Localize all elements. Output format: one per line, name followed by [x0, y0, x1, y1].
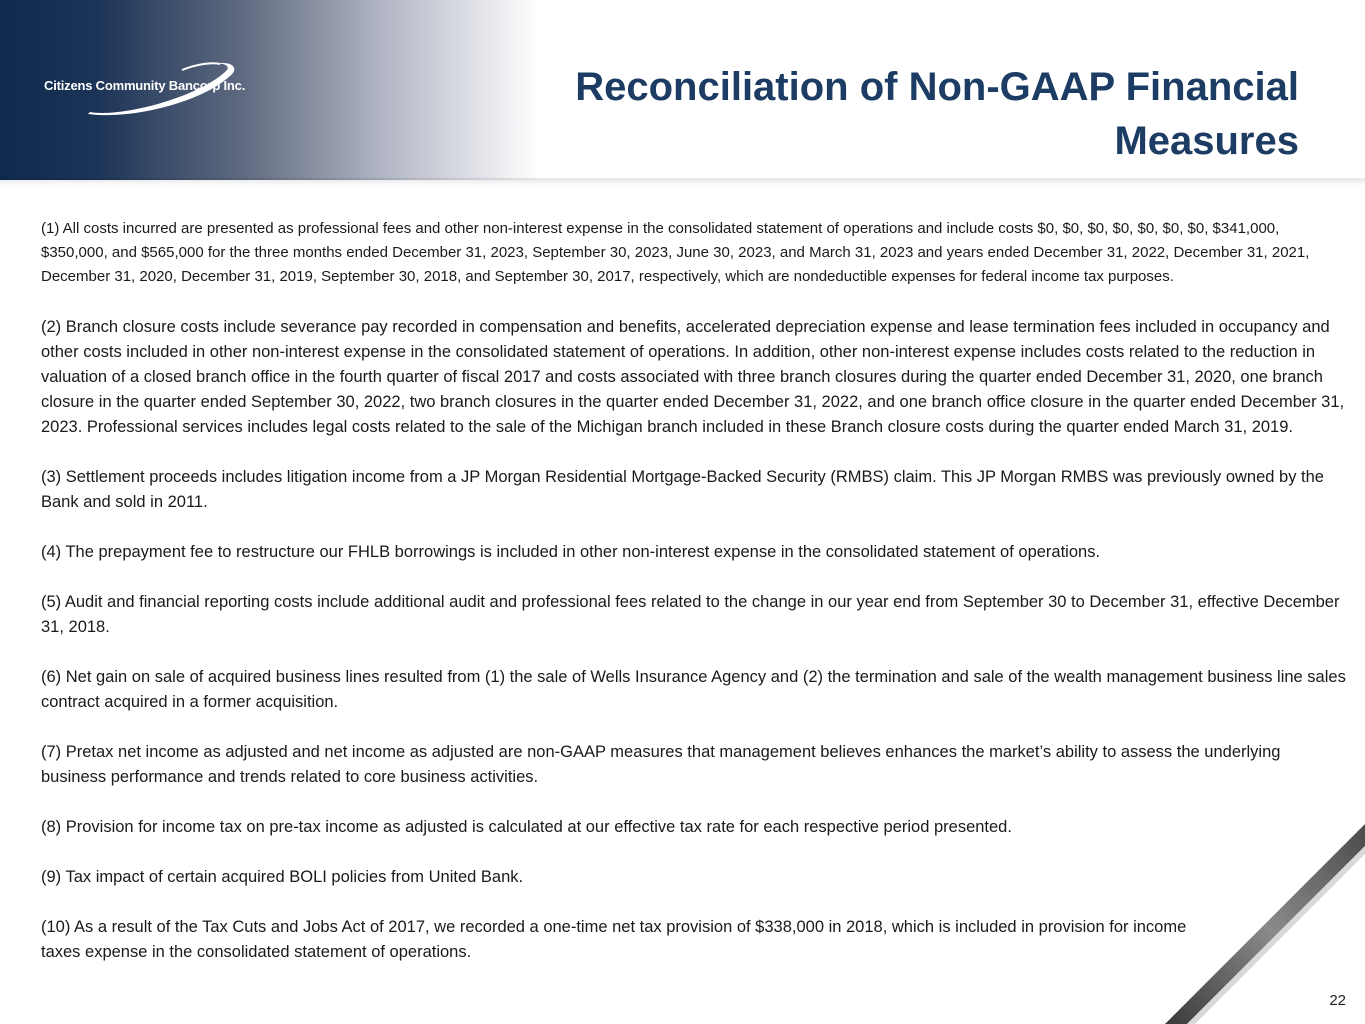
slide-header: [0, 0, 1365, 180]
footnote-6: (6) Net gain on sale of acquired business lines resulted from (1) the sale of Wells Insurance Agency and (2) the termination and sale of the wealth management business line sales contract acquired in a former acquisition.: [41, 668, 1346, 711]
company-name: Citizens Community Bancorp Inc.: [44, 78, 246, 93]
footnote-5: (5) Audit and financial reporting costs include additional audit and professional fees related to the change in our year end from September 30 to December 31, effective December 31, 2018.: [41, 593, 1340, 636]
header-shadow: [0, 178, 1365, 186]
footnotes-body: [41, 217, 1346, 990]
footnote-8: (8) Provision for income tax on pre-tax income as adjusted is calculated at our effective tax rate for each respective period presented.: [41, 818, 1012, 836]
company-logo: [44, 58, 274, 124]
footnote-1: (1) All costs incurred are presented as professional fees and other non-interest expense in the consolidated statement of operations and include costs $0, $0, $0, $0, $0, $0, $0, $341,000, $350,000, and $565,000 for the three months ended December 31, 2023, September 30, 2023, June 30, 2023, and March 31, 2023 and years ended December 31, 2022, December 31, 2021, December 31, 2020, December 31, 2019, September 30, 2018, and September 30, 2017, respectively, which are nondeductible expenses for federal income tax purposes.: [41, 220, 1310, 285]
page-number: 22: [1329, 992, 1346, 1009]
footnote-7: (7) Pretax net income as adjusted and net income as adjusted are non-GAAP measures that management believes enhances the market’s ability to assess the underlying business performance and trends related to core business activities.: [41, 743, 1281, 786]
page-title: Reconciliation of Non-GAAP Financial Measures: [575, 65, 1299, 163]
footnote-3: (3) Settlement proceeds includes litigation income from a JP Morgan Residential Mortgage-Backed Security (RMBS) claim. This JP Morgan RMBS was previously owned by the Bank and sold in 2011.: [41, 468, 1324, 511]
footnote-4: (4) The prepayment fee to restructure our FHLB borrowings is included in other non-interest expense in the consolidated statement of operations.: [41, 543, 1101, 561]
footnote-9: (9) Tax impact of certain acquired BOLI policies from United Bank.: [41, 868, 524, 886]
footnote-10: (10) As a result of the Tax Cuts and Jobs Act of 2017, we recorded a one-time net tax provision of $338,000 in 2018, which is included in provision for income taxes expense in the consolidated statement of operations.: [41, 918, 1187, 961]
footnote-2: (2) Branch closure costs include severance pay recorded in compensation and benefits, accelerated depreciation expense and lease termination fees included in occupancy and other costs included in other non-interest expense in the consolidated statement of operations. In addition, other non-interest expense includes costs related to the reduction in valuation of a closed branch office in the fourth quarter of fiscal 2017 and costs associated with three branch closures during the quarter ended December 31, 2020, one branch closure in the quarter ended September 30, 2022, two branch closures in the quarter ended December 31, 2022, and one branch office closure in the quarter ended December 31, 2023. Professional services includes legal costs related to the sale of the Michigan branch included in these Branch closure costs during the quarter ended March 31, 2019.: [41, 318, 1345, 436]
